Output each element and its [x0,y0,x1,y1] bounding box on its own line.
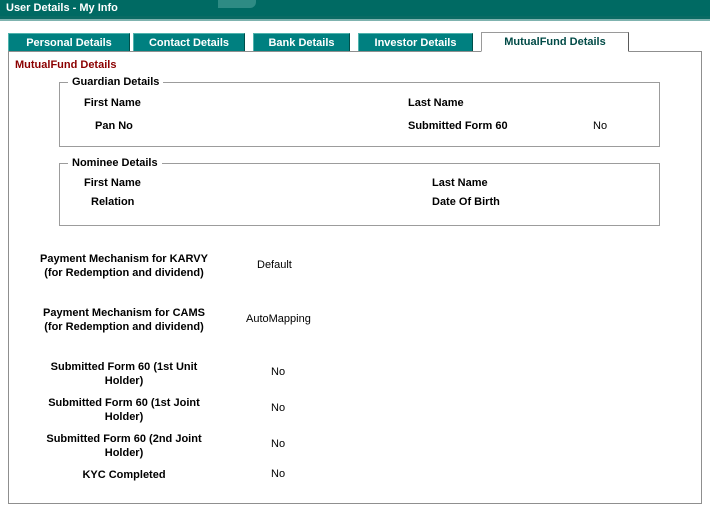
titlebar-underline-light [0,19,710,21]
mutualfund-details-panel [8,51,702,504]
guardian-pan-no-label: Pan No [95,120,133,132]
submitted-form60-1st-joint-holder-value: No [271,402,286,414]
nominee-details-legend: Nominee Details [68,157,162,169]
nominee-first-name-label: First Name [84,177,141,189]
page-title: MutualFund Details [15,59,117,71]
guardian-submitted-form60-value: No [593,120,608,132]
submitted-form60-2nd-joint-holder-value: No [271,438,286,450]
payment-mechanism-cams-label [19,306,229,334]
tab-personal-details-label: Personal Details [26,37,112,49]
tab-bank-details-label: Bank Details [268,37,335,49]
submitted-form60-1st-joint-holder-label [19,396,229,424]
guardian-submitted-form60-label: Submitted Form 60 [408,120,508,132]
payment-mechanism-cams-value: AutoMapping [246,313,311,325]
tab-investor-details-label: Investor Details [374,37,457,49]
submitted-form60-1st-unit-holder-label-line1: Submitted Form 60 (1st Unit [50,361,198,373]
payment-mechanism-karvy-label [19,252,229,280]
nominee-last-name-label: Last Name [432,177,488,189]
tab-personal-details[interactable] [8,33,130,52]
submitted-form60-1st-unit-holder-value: No [271,366,286,378]
kyc-completed-value: No [271,468,286,480]
payment-mechanism-karvy-label-line2: (for Redemption and dividend) [44,267,204,279]
tab-contact-details-label: Contact Details [148,37,230,49]
nominee-dob-label: Date Of Birth [432,196,500,208]
tabstrip [8,33,702,52]
submitted-form60-2nd-joint-holder-label [19,432,229,460]
tab-mutualfund-details[interactable] [481,32,629,52]
tab-bank-details[interactable] [253,33,350,52]
tab-mutualfund-details-label: MutualFund Details [504,36,606,48]
payment-mechanism-cams-label-line1: Payment Mechanism for CAMS [43,307,205,319]
submitted-form60-2nd-joint-holder-label-line1: Submitted Form 60 (2nd Joint [46,433,202,445]
tab-investor-details[interactable] [358,33,473,52]
submitted-form60-1st-joint-holder-label-line1: Submitted Form 60 (1st Joint [48,397,200,409]
nominee-details-group [59,157,660,226]
tab-contact-details[interactable] [133,33,245,52]
nominee-relation-label: Relation [91,196,135,208]
submitted-form60-2nd-joint-holder-label-line2: Holder) [104,447,144,459]
guardian-last-name-label: Last Name [408,97,464,109]
payment-mechanism-cams-label-line2: (for Redemption and dividend) [44,321,204,333]
guardian-details-group [59,76,660,147]
window-titlebar [0,0,710,16]
submitted-form60-1st-unit-holder-label-line2: Holder) [104,375,144,387]
submitted-form60-1st-unit-holder-label [19,360,229,388]
kyc-completed-label [19,468,229,482]
guardian-details-legend: Guardian Details [68,76,163,88]
kyc-completed-label-line1: KYC Completed [82,469,166,481]
titlebar-accent [218,0,256,8]
submitted-form60-1st-joint-holder-label-line2: Holder) [104,411,144,423]
payment-mechanism-karvy-label-line1: Payment Mechanism for KARVY [40,253,208,265]
payment-mechanism-karvy-value: Default [257,259,292,271]
guardian-first-name-label: First Name [84,97,141,109]
window-title: User Details - My Info [6,2,118,14]
